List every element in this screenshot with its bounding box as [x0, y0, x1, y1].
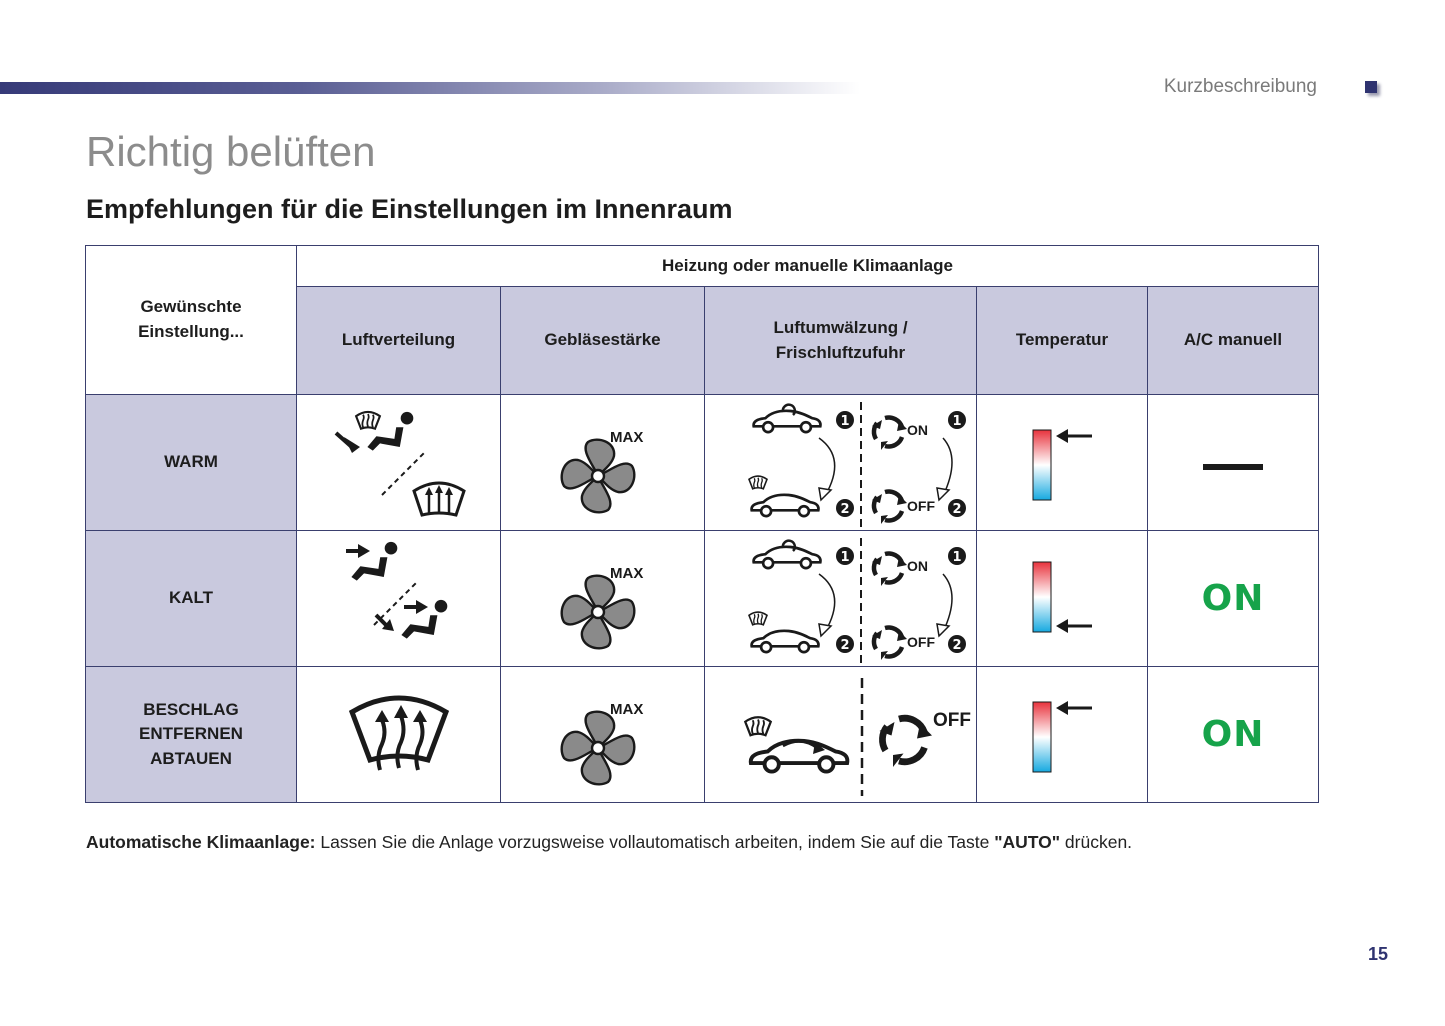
- ac-cell: [1148, 531, 1319, 667]
- temperature-warm-icon: [1022, 690, 1102, 780]
- ac-cell: [1148, 395, 1319, 531]
- recirculation-cell: [705, 395, 977, 531]
- recirc-off-label: OFF: [906, 633, 935, 650]
- corner-header: [86, 246, 297, 395]
- ac-cell: [1148, 667, 1319, 803]
- recirculation-sequence-icon: [721, 534, 961, 664]
- fan-max-icon: [548, 544, 658, 654]
- fresh-air-icon: [721, 670, 971, 800]
- air-distribution-face-feet-icon: [324, 539, 474, 659]
- air-distribution-feet-windscreen-icon: [324, 403, 474, 523]
- column-header-line: Luftumwälzung /: [773, 317, 908, 337]
- air-distribution-cell: [297, 667, 501, 803]
- section-marker-icon: [1365, 81, 1377, 93]
- temperature-cell: [977, 667, 1148, 803]
- footnote-end: drücken.: [1060, 832, 1133, 852]
- row-label-line: ENTFERNEN: [139, 724, 243, 744]
- table-row: [86, 395, 1319, 531]
- table-row: [86, 531, 1319, 667]
- column-header-air-distribution: Luftverteilung: [297, 287, 501, 395]
- ac-on-label: ON: [1201, 714, 1265, 755]
- fan-max-label: MAX: [609, 700, 643, 718]
- footnote-text: Lassen Sie die Anlage vorzugsweise vollautomatisch arbeiten, indem Sie auf die Taste: [315, 832, 995, 852]
- row-label-warm: WARM: [86, 395, 297, 531]
- row-label-cold: KALT: [86, 531, 297, 667]
- corner-header-line: Gewünschte: [140, 297, 242, 317]
- header-gradient-bar: [0, 82, 860, 94]
- settings-table: [85, 245, 1319, 803]
- fan-max-icon: [548, 408, 658, 518]
- row-label-line: ABTAUEN: [150, 748, 232, 768]
- page-title: Richtig belüften: [86, 128, 376, 175]
- row-label-defog: [86, 667, 297, 803]
- ac-on-label: ON: [1201, 578, 1265, 619]
- page-number: 15: [1368, 944, 1389, 964]
- fan-max-icon: [548, 680, 658, 790]
- column-header-line: Frischluftzufuhr: [775, 342, 906, 362]
- recirc-on-label: ON: [906, 557, 928, 574]
- column-header-temperature: Temperatur: [977, 287, 1148, 395]
- page-subtitle: Empfehlungen für die Einstellungen im Innenraum: [86, 194, 733, 224]
- recirculation-sequence-icon: [721, 398, 961, 528]
- temperature-warm-icon: [1022, 418, 1102, 508]
- footnote-key: "AUTO": [994, 832, 1061, 852]
- fan-speed-cell: [501, 667, 705, 803]
- fan-speed-cell: [501, 395, 705, 531]
- recirculation-cell: [705, 667, 977, 803]
- temperature-cell: [977, 531, 1148, 667]
- temperature-cold-icon: [1022, 554, 1102, 644]
- temperature-cell: [977, 395, 1148, 531]
- table-row: [86, 667, 1319, 803]
- fan-speed-cell: [501, 531, 705, 667]
- footnote: [86, 832, 1132, 853]
- windscreen-defrost-icon: [344, 690, 454, 780]
- recirc-off-label: OFF: [932, 709, 971, 731]
- column-header-recirculation: [705, 287, 977, 395]
- air-distribution-cell: [297, 395, 501, 531]
- recirculation-cell: [705, 531, 977, 667]
- footnote-lead: Automatische Klimaanlage:: [86, 832, 316, 852]
- group-header: Heizung oder manuelle Klimaanlage: [297, 246, 1319, 287]
- ac-dash: —: [1203, 428, 1263, 496]
- recirc-off-label: OFF: [906, 497, 935, 514]
- column-header-fan-speed: Gebläsestärke: [501, 287, 705, 395]
- corner-header-line: Einstellung...: [138, 322, 244, 341]
- fan-max-label: MAX: [609, 428, 643, 446]
- row-label-line: BESCHLAG: [143, 699, 239, 719]
- column-header-ac: A/C manuell: [1148, 287, 1319, 395]
- section-label: Kurzbeschreibung: [1163, 76, 1317, 97]
- recirc-on-label: ON: [906, 421, 928, 438]
- air-distribution-cell: [297, 531, 501, 667]
- fan-max-label: MAX: [609, 564, 643, 582]
